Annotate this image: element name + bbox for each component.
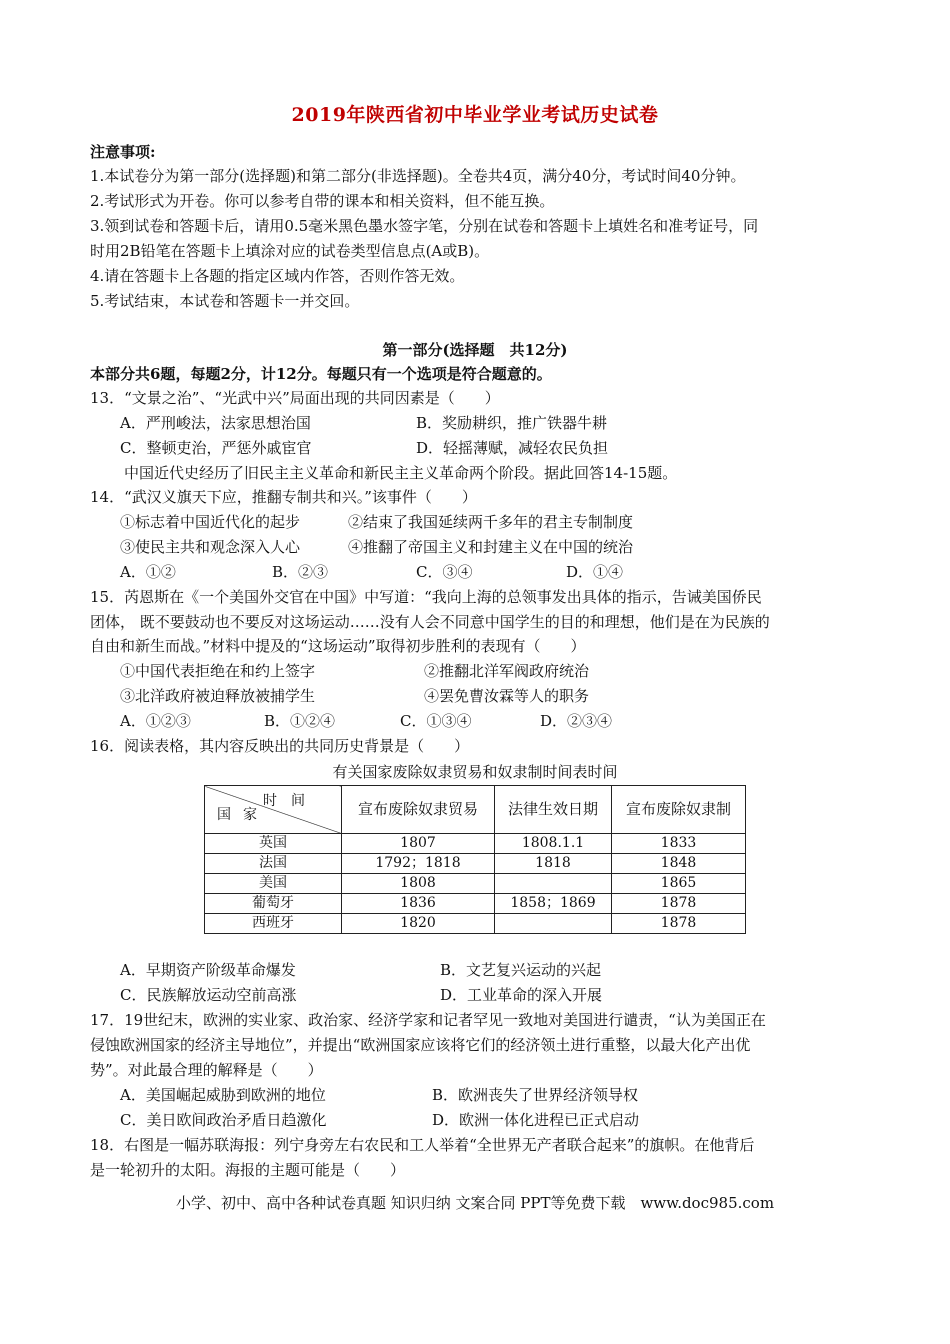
- table-cell: 1792；1818: [342, 854, 495, 874]
- q13-option-a: A．严刑峻法，法家思想治国: [120, 414, 311, 432]
- q15-statement-2: ②推翻北洋军阀政府统治: [424, 662, 590, 680]
- notice-item: 4.请在答题卡上各题的指定区域内作答，否则作答无效。: [90, 267, 465, 285]
- q13-option-b: B．奖励耕织，推广铁器牛耕: [416, 414, 608, 432]
- part1-heading: 第一部分(选择题 共12分): [382, 341, 568, 359]
- q15-statement-4: ④罢免曹汝霖等人的职务: [424, 687, 590, 705]
- q15-statement-1: ①中国代表拒绝在和约上签字: [120, 662, 316, 680]
- notice-item: 5.考试结束，本试卷和答题卡一并交回。: [90, 292, 360, 310]
- table-cell: 1878: [612, 914, 746, 934]
- part1-instruction: 本部分共6题，每题2分，计12分。每题只有一个选项是符合题意的。: [90, 365, 552, 383]
- q18-line: 18．右图是一幅苏联海报：列宁身旁左右农民和工人举着“全世界无产者联合起来”的旗帜。在他背后: [90, 1136, 755, 1154]
- q14-option-d: D．①④: [566, 563, 624, 581]
- q17-option-d: D．欧洲一体化进程已正式启动: [432, 1111, 640, 1129]
- q16-option-d: D．工业革命的深入开展: [440, 986, 603, 1004]
- table-cell: 1818: [495, 854, 612, 874]
- notice-item: 2.考试形式为开卷。你可以参考自带的课本和相关资料，但不能互换。: [90, 192, 555, 210]
- q17-line: 势”。对此最合理的解释是（ ）: [90, 1061, 323, 1079]
- table-row: [205, 894, 746, 914]
- table-cell: 葡萄牙: [205, 894, 342, 914]
- q14-option-c: C．③④: [416, 563, 473, 581]
- table-cell: 1836: [342, 894, 495, 914]
- q14-stem: 14．“武汉义旗天下应，推翻专制共和兴。”该事件（ ）: [90, 488, 477, 506]
- table-cell: 法国: [205, 854, 342, 874]
- q13-option-c: C．整顿吏治，严惩外戚宦官: [120, 439, 312, 457]
- q15-line: 自由和新生而战。”材料中提及的“这场运动”取得初步胜利的表现有（ ）: [90, 637, 586, 655]
- q16-option-b: B．文艺复兴运动的兴起: [440, 961, 602, 979]
- q14-statement-2: ②结束了我国延续两千多年的君主专制制度: [348, 513, 634, 531]
- table-row: [205, 874, 746, 894]
- table-row: [205, 834, 746, 854]
- notice-item: 时用2B铅笔在答题卡上填涂对应的试卷类型信息点(A或B)。: [90, 242, 490, 260]
- notice-item: 1.本试卷分为第一部分(选择题)和第二部分(非选择题)。全卷共4页，满分40分，考试时间40分钟。: [90, 167, 746, 185]
- table-cell: 1808.1.1: [495, 834, 612, 854]
- table-row: [205, 914, 746, 934]
- q14-statement-4: ④推翻了帝国主义和封建主义在中国的统治: [348, 538, 634, 556]
- table-row: [205, 854, 746, 874]
- table-cell: 英国: [205, 834, 342, 854]
- table-cell: 1833: [612, 834, 746, 854]
- q15-option-b: B．①②④: [264, 712, 336, 730]
- q15-option-d: D．②③④: [540, 712, 613, 730]
- q16-stem: 16．阅读表格，其内容反映出的共同历史背景是（ ）: [90, 737, 470, 755]
- q16-option-c: C．民族解放运动空前高涨: [120, 986, 297, 1004]
- q15-statement-3: ③北洋政府被迫释放被捕学生: [120, 687, 316, 705]
- page-footer: 小学、初中、高中各种试卷真题 知识归纳 文案合同 PPT等免费下载 www.doc985.com: [175, 1194, 775, 1212]
- table-header-row: [205, 786, 746, 834]
- table-cell: 西班牙: [205, 914, 342, 934]
- q15-line: 15．芮恩斯在《一个美国外交官在中国》中写道：“我向上海的总领事发出具体的指示，告诫美国侨民: [90, 588, 762, 606]
- q17-option-a: A．美国崛起威胁到欧洲的地位: [120, 1086, 326, 1104]
- table-cell: 1865: [612, 874, 746, 894]
- q15-option-a: A．①②③: [120, 712, 191, 730]
- q18-line: 是一轮初升的太阳。海报的主题可能是（ ）: [90, 1161, 406, 1179]
- q15-option-c: C．①③④: [400, 712, 472, 730]
- q14-option-a: A．①②: [120, 563, 176, 581]
- table-cell: 美国: [205, 874, 342, 894]
- q16-option-a: A．早期资产阶级革命爆发: [120, 961, 296, 979]
- diag-header-time: 时间: [263, 793, 319, 809]
- q17-option-c: C．美日欧间政治矛盾日趋激化: [120, 1111, 327, 1129]
- table-cell: [495, 874, 612, 894]
- table-cell: 1878: [612, 894, 746, 914]
- diagonal-header-cell: [205, 786, 342, 834]
- q17-line: 17．19世纪末，欧洲的实业家、政治家、经济学家和记者罕见一致地对美国进行谴责，“认为美国正在: [90, 1011, 766, 1029]
- exam-title: 2019年陕西省初中毕业学业考试历史试卷: [291, 104, 659, 126]
- slavery-abolition-table: [204, 785, 746, 934]
- notice-heading: 注意事项:: [90, 143, 156, 161]
- column-header: 宣布废除奴隶贸易: [342, 786, 495, 834]
- table-cell: 1808: [342, 874, 495, 894]
- table-cell: 1848: [612, 854, 746, 874]
- table-cell: 1807: [342, 834, 495, 854]
- q14-option-b: B．②③: [272, 563, 329, 581]
- q14-statement-3: ③使民主共和观念深入人心: [120, 538, 301, 556]
- q15-line: 团体， 既不要鼓动也不要反对这场运动……没有人会不同意中国学生的目的和理想，他们是在为民族的: [90, 613, 770, 631]
- column-header: 法律生效日期: [495, 786, 612, 834]
- context-14-15: 中国近代史经历了旧民主主义革命和新民主主义革命两个阶段。据此回答14-15题。: [124, 464, 678, 482]
- q13-option-d: D．轻摇薄赋，减轻农民负担: [416, 439, 609, 457]
- table-cell: 1858；1869: [495, 894, 612, 914]
- table-cell: [495, 914, 612, 934]
- notice-item: 3.领到试卷和答题卡后，请用0.5毫米黑色墨水签字笔，分别在试卷和答题卡上填姓名和准考证号，同: [90, 217, 759, 235]
- q17-line: 侵蚀欧洲国家的经济主导地位”，并提出“欧洲国家应该将它们的经济领土进行重整，以最大化产出优: [90, 1036, 751, 1054]
- column-header: 宣布废除奴隶制: [612, 786, 746, 834]
- q14-statement-1: ①标志着中国近代化的起步: [120, 513, 301, 531]
- q13-stem: 13．“文景之治”、“光武中兴”局面出现的共同因素是（ ）: [90, 389, 500, 407]
- diag-header-country: 国家: [217, 807, 269, 823]
- table-caption: 有关国家废除奴隶贸易和奴隶制时间表时间: [332, 763, 618, 781]
- table-cell: 1820: [342, 914, 495, 934]
- q17-option-b: B．欧洲丧失了世界经济领导权: [432, 1086, 639, 1104]
